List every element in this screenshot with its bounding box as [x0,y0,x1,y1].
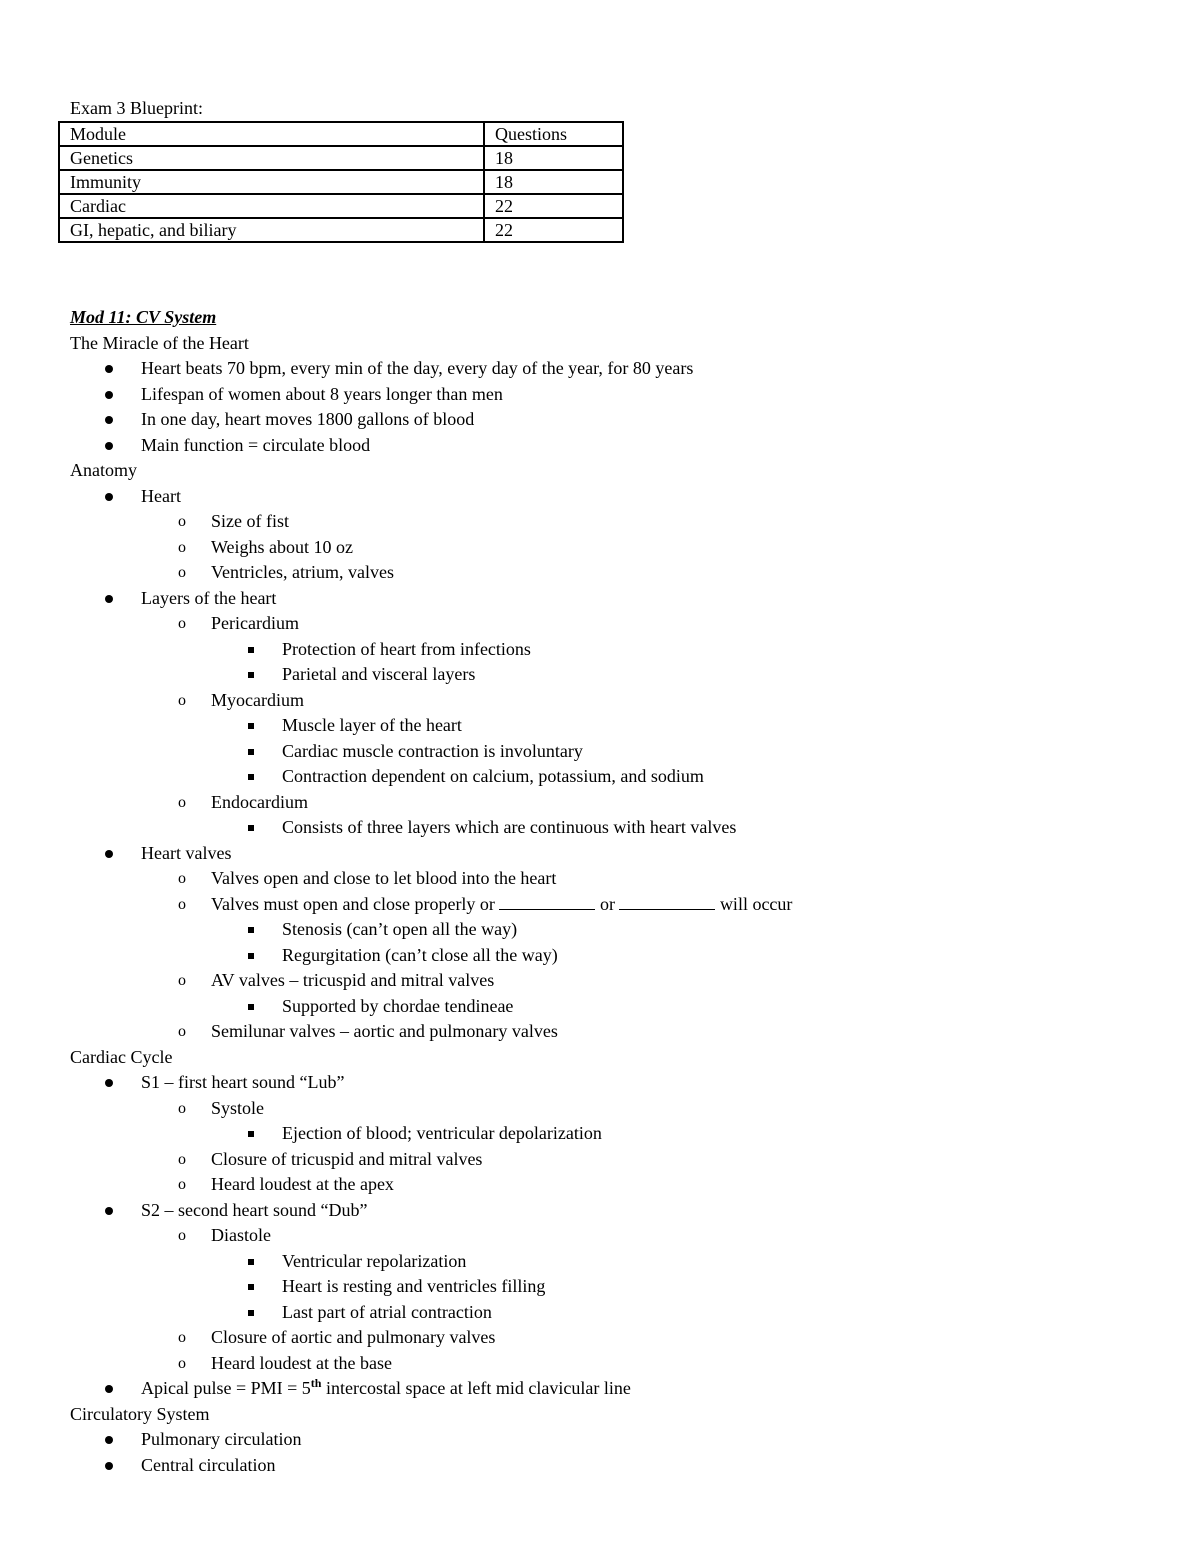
bullet-dot-icon [105,850,113,858]
list-item [70,1070,1130,1096]
list-item [70,560,1130,586]
list-item-text: Circulatory System [70,1403,210,1424]
superscript: th [310,1376,322,1390]
table-row [59,218,623,242]
list-item [70,917,1130,943]
list-item-text: Pulmonary circulation [141,1429,302,1449]
table-cell-module: Genetics [59,146,484,170]
list-item-text: or [599,893,615,914]
bullet-circle-icon: o [178,1176,186,1193]
bullet-circle-icon: o [178,972,186,989]
bullet-square-icon [248,672,254,678]
list-item [70,356,1130,382]
table-header-row [59,122,623,146]
list-item [70,1147,1130,1173]
fill-in-blank [499,893,595,910]
list-item [70,1274,1130,1300]
list-item-text: In one day, heart moves 1800 gallons of blood [141,409,475,429]
list-item-text: Central circulation [141,1454,276,1475]
list-item [70,1198,1130,1224]
list-item-text: Stenosis (can’t open all the way) [282,919,518,939]
table-cell-questions: 18 [484,170,623,194]
list-item-text: Ventricular repolarization [282,1250,467,1271]
list-item-text: Endocardium [211,791,308,812]
bullet-square-icon [248,1310,254,1316]
list-item [70,1427,1130,1453]
list-item [70,892,1130,918]
outline [70,331,1130,1479]
list-item [70,943,1130,969]
outline-heading [70,331,1130,357]
list-item [70,790,1130,816]
bullet-dot-icon [105,1436,113,1444]
table-row [59,170,623,194]
bullet-square-icon [248,1284,254,1290]
list-item-text: Consists of three layers which are continuous with heart valves [282,817,737,837]
list-item [70,1223,1130,1249]
table-header-module: Module [59,122,484,146]
bullet-dot-icon [105,442,113,450]
section-heading: Mod 11: CV System [70,307,217,327]
table-cell-module: Immunity [59,170,484,194]
list-item [70,662,1130,688]
list-item-text: Regurgitation (can’t close all the way) [282,944,558,965]
table-row [59,146,623,170]
bullet-dot-icon [105,1207,113,1215]
list-item-text: Last part of atrial contraction [282,1301,492,1322]
list-item [70,688,1130,714]
list-item-text: Heart beats 70 bpm, every min of the day, every day of the year, for 80 years [141,358,694,378]
bullet-square-icon [248,1259,254,1265]
list-item [70,1453,1130,1479]
list-item [70,382,1130,408]
bullet-circle-icon: o [178,793,186,811]
list-item-text: Muscle layer of the heart [282,715,462,735]
list-item-text: Heart valves [141,842,232,863]
bullet-square-icon [248,953,254,959]
list-item [70,764,1130,790]
list-item [70,713,1130,739]
list-item-text: S1 – first heart sound “Lub” [141,1072,345,1092]
list-item [70,484,1130,510]
table-cell-questions: 22 [484,194,623,218]
bullet-circle-icon: o [178,1023,186,1040]
list-item-text: Weighs about 10 oz [211,536,354,557]
list-item-text: Ejection of blood; ventricular depolarization [282,1123,602,1143]
list-item-text: Diastole [211,1225,271,1245]
bullet-circle-icon: o [178,1227,186,1244]
list-item [70,968,1130,994]
list-item [70,1376,1130,1402]
list-item-text: Main function = circulate blood [141,434,371,455]
bullet-circle-icon: o [178,1354,186,1372]
list-item-text: Layers of the heart [141,587,277,608]
bullet-circle-icon: o [178,615,186,632]
table-header-questions: Questions [484,122,623,146]
list-item-text: Cardiac muscle contraction is involuntary [282,740,583,761]
list-item-text: Apical pulse = PMI = 5 [141,1378,311,1398]
list-item [70,1019,1130,1045]
bullet-square-icon [248,825,254,831]
bullet-square-icon [248,1004,254,1010]
bullet-dot-icon [105,416,113,424]
blueprint-table [58,121,624,243]
list-item-text: Cardiac Cycle [70,1046,173,1067]
list-item [70,1172,1130,1198]
bullet-dot-icon [105,365,113,373]
list-item [70,433,1130,459]
list-item-text: Heard loudest at the apex [211,1174,394,1194]
bullet-circle-icon: o [178,870,186,887]
list-item [70,637,1130,663]
document-page [70,96,1130,1478]
list-item [70,1249,1130,1275]
list-item [70,1351,1130,1377]
list-item-text: AV valves – tricuspid and mitral valves [211,970,495,990]
table-cell-questions: 22 [484,218,623,242]
outline-heading [70,458,1130,484]
list-item [70,611,1130,637]
list-item-text: Anatomy [70,460,137,480]
list-item [70,841,1130,867]
list-item [70,1096,1130,1122]
list-item [70,1300,1130,1326]
list-item-text: S2 – second heart sound “Dub” [141,1199,368,1220]
list-item [70,1121,1130,1147]
list-item-text: Protection of heart from infections [282,638,531,659]
bullet-circle-icon: o [178,538,186,556]
bullet-circle-icon: o [178,513,186,530]
bullet-square-icon [248,647,254,653]
list-item-text: intercostal space at left mid clavicular line [321,1378,631,1398]
list-item-text: The Miracle of the Heart [70,332,249,353]
list-item-text: Heart [141,485,181,506]
list-item-text: Heard loudest at the base [211,1352,392,1373]
bullet-square-icon [248,927,254,933]
bullet-square-icon [248,774,254,780]
blueprint-title: Exam 3 Blueprint: [70,98,203,118]
list-item [70,509,1130,535]
bullet-circle-icon: o [178,1329,186,1346]
table-cell-module: Cardiac [59,194,484,218]
outline-heading [70,1402,1130,1428]
list-item [70,815,1130,841]
list-item-text: Valves must open and close properly or [211,893,495,914]
list-item-text: Closure of tricuspid and mitral valves [211,1148,483,1169]
bullet-square-icon [248,749,254,755]
bullet-dot-icon [105,1079,113,1087]
list-item-text: Supported by chordae tendineae [282,995,514,1016]
list-item-text: Heart is resting and ventricles filling [282,1276,546,1296]
bullet-circle-icon: o [178,691,186,709]
list-item-text: will occur [719,893,793,914]
list-item [70,866,1130,892]
bullet-circle-icon: o [178,1099,186,1117]
list-item-text: Valves open and close to let blood into the heart [211,868,557,888]
table-row [59,194,623,218]
list-item-text: Closure of aortic and pulmonary valves [211,1327,496,1347]
bullet-dot-icon [105,1385,113,1393]
list-item [70,739,1130,765]
list-item [70,1325,1130,1351]
list-item-text: Systole [211,1097,265,1118]
list-item [70,535,1130,561]
bullet-square-icon [248,723,254,729]
list-item-text: Myocardium [211,689,304,710]
bullet-circle-icon: o [178,1150,186,1168]
bullet-circle-icon: o [178,895,186,913]
list-item-text: Parietal and visceral layers [282,664,476,684]
bullet-dot-icon [105,493,113,501]
list-item-text: Size of fist [211,511,289,531]
list-item-text: Pericardium [211,613,299,633]
bullet-dot-icon [105,391,113,399]
list-item [70,994,1130,1020]
spacer [70,243,1130,305]
outline-heading [70,1045,1130,1071]
bullet-dot-icon [105,1462,113,1470]
table-cell-questions: 18 [484,146,623,170]
bullet-dot-icon [105,595,113,603]
bullet-square-icon [248,1131,254,1137]
fill-in-blank [619,893,715,910]
list-item-text: Ventricles, atrium, valves [211,562,394,582]
table-cell-module: GI, hepatic, and biliary [59,218,484,242]
list-item [70,407,1130,433]
bullet-circle-icon: o [178,564,186,581]
list-item-text: Semilunar valves – aortic and pulmonary valves [211,1021,558,1041]
list-item [70,586,1130,612]
list-item-text: Lifespan of women about 8 years longer than men [141,383,503,404]
list-item-text: Contraction dependent on calcium, potassium, and sodium [282,766,704,786]
